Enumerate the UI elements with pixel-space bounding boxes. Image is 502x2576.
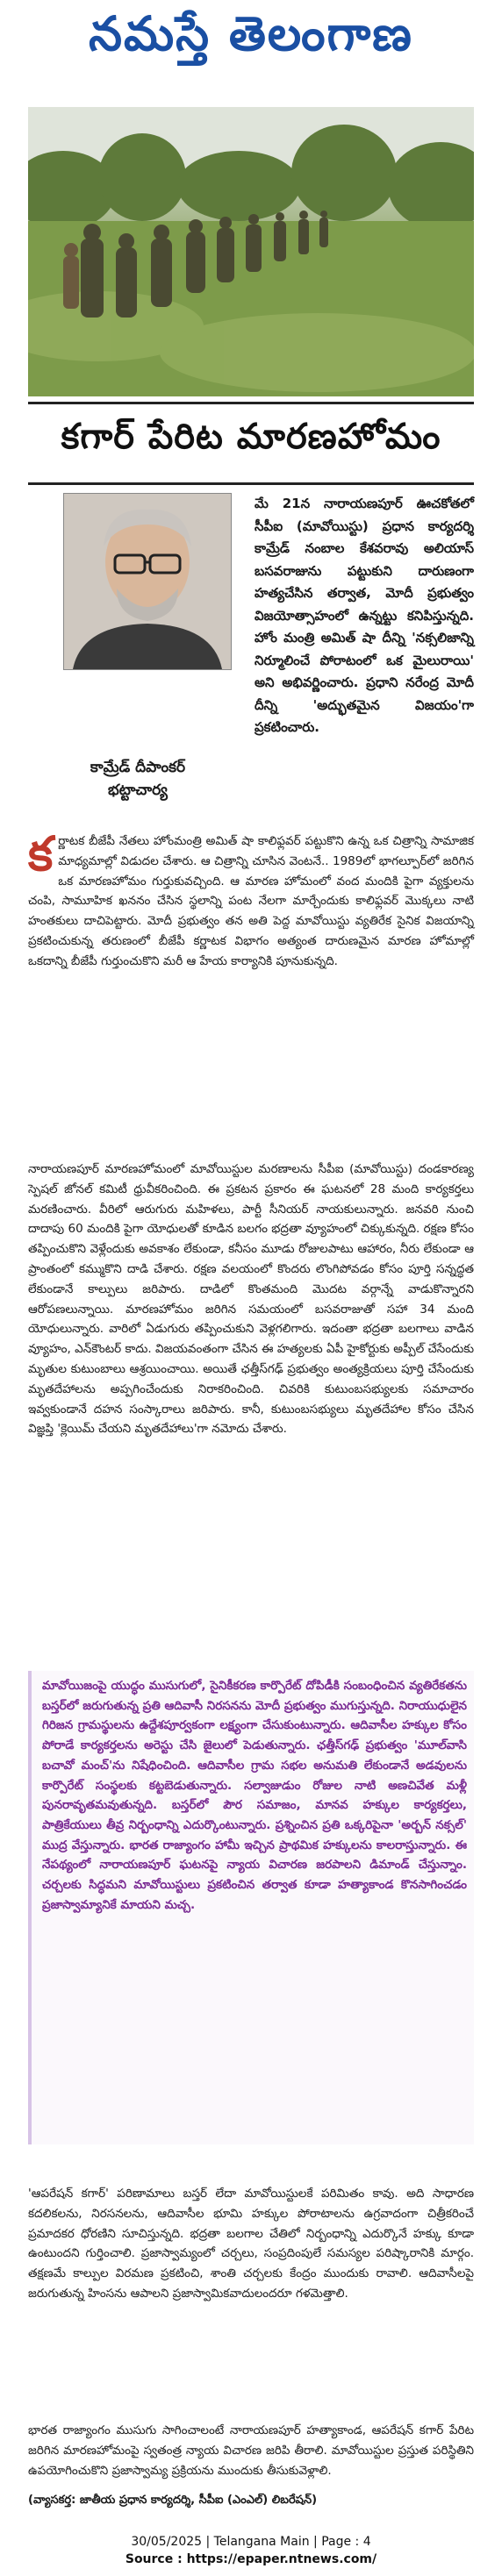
body-paragraph-1 [28,825,474,972]
body-paragraph-1-text: ర్ణాటక బీజేపీ నేతలు హోంమంత్రి అమిత్ షా కాలిఫ్లవర్ పట్టుకొని ఉన్న ఒక చిత్రాన్ని సామాజిక మాధ్యమాల్లో విడుదల చేశారు. ఆ చిత్రాన్ని చూసిన వెంటనే.. 1989లో భాగల్పూర్‌లో జరిగిన ఒక మారణహోమం గుర్తుకువచ్చింది. ఆ మారణ హోమంలో వంద మందికి పైగా వ్యక్తులను చంపి, సామూహిక ఖననం చేసిన స్థలాన్ని పంట నేలగా మార్చేందుకు కాలిఫ్లవర్ మొక్కలు నాటి హంతకులు దాచిపెట్టారు. మోదీ ప్రభుత్వం తన అతి పెద్ద మావోయిస్టు వ్యతిరేక సైనిక విజయాన్ని ప్రకటించుకున్న తరుణంలో బీజేపీ కర్ణాటక విభాగం అత్యంత దారుణమైన మారణ హోమాల్లో ఒకదాన్ని బీజేపీ గుర్తుంచుకొని మరీ ఆ హేయ కార్యానికి పూనుకున్నది. [28,834,474,968]
news-photo [28,107,474,396]
body-paragraph-3: 'ఆపరేషన్ కగార్' పరిణామాలు బస్తర్ లేదా మావోయిస్టులకే పరిమితం కావు. అది సాధారణ కదలికలను, నిరసనలను, ఆదివాసీల భూమి హక్కుల పోరాటాలను ఉగ్రవాదంగా చిత్రీకరించే ప్రమాదకర ధోరణిని సూచిస్తున్నది. భద్రతా బలగాల చేతిలో నిర్బంధాన్ని ఎదుర్కొనే హక్కు కూడా ఉంటుందని గుర్తించాలి. ప్రజాస్వామ్యంలో చర్చలు, సంప్రదింపులే సమస్యల పరిష్కారానికి మార్గం. తక్షణమే కాల్పుల విరమణ ప్రకటించి, శాంతి చర్చలకు కేంద్రం ముందుకు రావాలి. ఆదివాసీలపై జరుగుతున్న హింసను ఆపాలని ప్రజాస్వామికవాదులందరూ గళమెత్తాలి. [28,2187,475,2301]
body-paragraph-2: నారాయణపూర్ మారణహోమంలో మావోయిస్టుల మరణాలను సీపీఐ (మావోయిస్టు) దండకారణ్య స్పెషల్ జోనల్ కమిటీ ధ్రువీకరించింది. ఈ ప్రకటన ప్రకారం ఈ ఘటనలో 28 మంది కార్యకర్తలు మరణించారు. వీరిలో ఆరుగురు మహిళలు, పార్టీ సీనియర్ నాయకులున్నారు. జనవరి నుంచి దాదాపు 60 మందికి పైగా యోధులతో కూడిన బలగం భద్రతా వ్యూహంలో చిక్కుకున్నది. రక్షణ కోసం తప్పించుకొని వెళ్లేందుకు అవకాశం లేకుండా, కనీసం మూడు రోజులపాటు ఆహారం, నీరు లేకుండా ఆ ప్రాంతంలో కమ్ముకొని దాడి చేశారు. రక్షణ వలయంలో కొందరు లొంగిపోవడం కోసం పూర్తి సన్నద్ధత లేకుండానే కాల్పులు జరిపారు. దాడిలో కొంతమంది మొదట వర్గాన్నే వాడుకొన్నారని ఆరోపణలున్నాయి. మారణహోమం జరిగిన సమయంలో బసవరాజుతో సహా 34 మంది యోధులున్నారు. వారిలో ఏడుగురు తప్పించుకుని వెళ్లగలిగారు. ఇదంతా భద్రతా బలగాలు వాడిన వ్యూహం, ఎన్‌కౌంటర్ కాదు. విజయవంతంగా చేసిన ఈ హత్యలకు ఏపీ హైకోర్టుకు అప్పీల్ చేసేందుకు మృతుల కుటుంబాలు ఆశ్రయించాయి. అయితే ఛత్తీస్‌గఢ్ ప్రభుత్వం అంత్యక్రియలు పూర్తి చేసేందుకు మృతదేహాలను అప్పగించేందుకు నిరాకరించింది. చివరికి కుటుంబసభ్యులకు సమాచారం ఇవ్వకుండానే దహన సంస్కారాలు జరిపారు. కానీ, కుటుంబసభ్యులు మృతదేహాల కోసం చేసిన విజ్ఞప్తి 'క్లెయిమ్ చేయని మృతదేహాలు'గా నమోదు చేశారు. [28,1162,474,1437]
author-name-line2: భట్టాచార్య [108,781,168,799]
pull-quote-text: మావోయిజంపై యుద్ధం ముసుగులో, సైనికీకరణ కార్పొరేట్ దోపిడీకి సంబంధించిన వ్యతిరేకతను బస్తర్‌లో జరుగుతున్న ప్రతి ఆదివాసీ నిరసనను మోదీ ప్రభుత్వం ముగుస్తున్నది. నిరాయుధులైన గిరిజన గ్రామస్థులను ఉద్దేశపూర్వకంగా లక్ష్యంగా చేసుకుంటున్నారు. ఆదివాసీల హక్కుల కోసం పోరాడే కార్యకర్తలను అరెస్టు చేసి జైలులో పెడుతున్నారు. ఛత్తీస్‌గఢ్ ప్రభుత్వం 'మూల్‌వాసి బచావో మంచ్'ను నిషేధించింది. ఆదివాసీల గ్రామ సభల అనుమతి లేకుండానే అడవులను కార్పొరేట్ సంస్థలకు కట్టబెడుతున్నారు. సల్వాజుడుం రోజుల నాటి అణచివేత మళ్లీ పునరావృతమవుతున్నది. బస్తర్‌లో పౌర సమాజం, మానవ హక్కుల కార్యకర్తలు, పాత్రికేయులు తీవ్ర నిర్బంధాన్ని ఎదుర్కొంటున్నారు. ప్రశ్నించిన ప్రతి ఒక్కరిపైనా 'అర్బన్ నక్సల్' ముద్ర వేస్తున్నారు. భారత రాజ్యాంగం హామీ ఇచ్చిన ప్రాథమిక హక్కులను కాలరాస్తున్నారు. ఈ నేపథ్యంలో నారాయణపూర్ ఘటనపై న్యాయ విచారణ జరపాలని డిమాండ్ చేస్తున్నాం. చర్చలకు సిద్ధమని మావోయిస్టులు ప్రకటించిన తర్వాత కూడా హత్యాకాండ కొనసాగించడం ప్రజాస్వామ్యానికే మాయని మచ్చ. [42,1679,468,1912]
drop-cap: క [28,825,54,881]
intro-paragraph: మే 21న నారాయణపూర్ ఊచకోతలో సీపీఐ (మావోయిస్టు) ప్రధాన కార్యదర్శి కామ్రేడ్ నంబాల కేశవరావు అలియాస్ బసవరాజును పట్టుకుని దారుణంగా హత్యచేసిన తర్వాత, మోదీ ప్రభుత్వం విజయోత్సాహంలో ఉన్నట్టు కనిపిస్తున్నది. హోం మంత్రి అమిత్ షా దీన్ని 'నక్సలిజాన్ని నిర్మూలించే పోరాటంలో ఒక మైలురాయి' అని అభివర్ణించారు. ప్రధాని నరేంద్ర మోదీ దీన్ని 'అద్భుతమైన విజయం'గా ప్రకటించారు. [255,496,474,735]
article-headline: కగార్ పేరిట మారణహోమం [61,416,441,457]
footer-source-link[interactable]: Source : https://epaper.ntnews.com/ [125,2552,377,2566]
forest-patrol-illustration [28,107,474,396]
headline-top-rule [28,402,474,404]
newspaper-title: నమస్తే తెలంగాణ [89,5,413,61]
author-portrait [63,493,232,670]
author-signature: (వ్యాసకర్త: జాతీయ ప్రధాన కార్యదర్శి, సీపీఐ (ఎంఎల్) లిబరేషన్) [28,2494,318,2507]
author-portrait-illustration [64,494,231,669]
masthead [0,0,502,105]
pull-quote-box [28,1671,474,2144]
headline-block [0,396,502,493]
body-paragraph-4: భారత రాజ్యాంగం ముసుగు సాగించాలంటే నారాయణపూర్ హత్యాకాండ, ఆపరేషన్ కగార్ పేరిట జరిగిన మారణహోమంపై స్వతంత్ర న్యాయ విచారణ జరిపి తీరాలి. మావోయిస్టుల ప్రస్తుత పరిస్థితిని ఉపయోగించుకొని ప్రజాస్వామ్య ప్రక్రియను ముందుకు తీసుకువెళ్లాలి. [28,2423,474,2478]
page-footer [0,2533,502,2568]
author-block [28,484,247,826]
footer-date-page: 30/05/2025 | Telangana Main | Page : 4 [131,2535,371,2549]
author-name [28,756,247,802]
author-name-line1: కామ్రేడ్ దీపాంకర్ [90,759,186,776]
